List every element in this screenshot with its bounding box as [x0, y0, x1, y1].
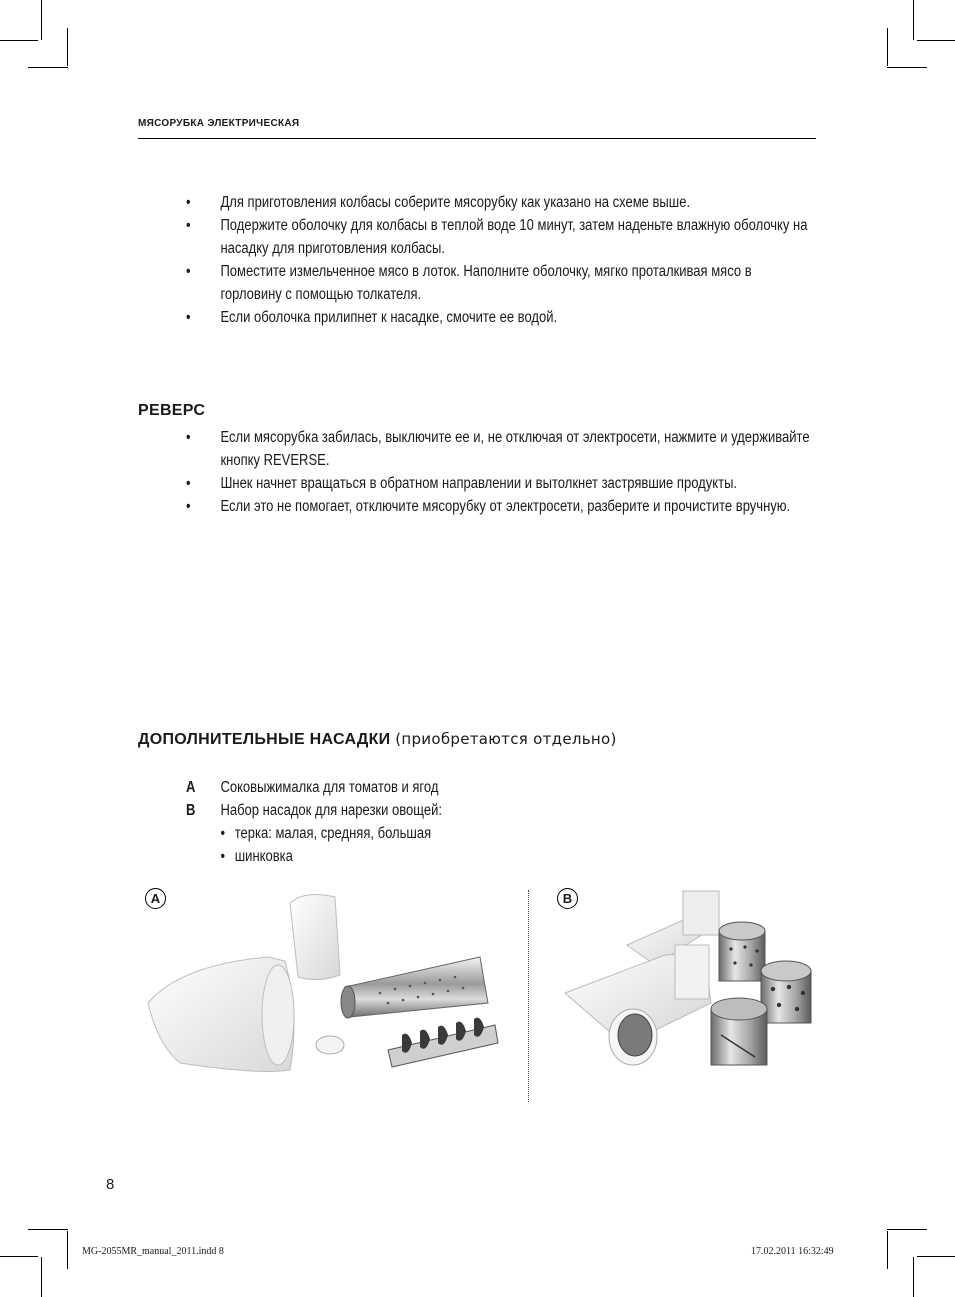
- list-item: • Подержите оболочку для колбасы в теплой воде 10 минут, затем наденьте влажную оболочку на насадку для приготовления колбасы.: [186, 217, 808, 257]
- accessories-subtitle: (приобретаются отдельно): [395, 730, 617, 748]
- list-item: • Если это не помогает, отключите мясорубку от электросети, разберите и прочистите вручную.: [186, 498, 791, 515]
- crop-mark: [41, 0, 42, 40]
- accessory-item-b: B Набор насадок для нарезки овощей: • терка: малая, средняя, большая • шинковка: [186, 799, 812, 868]
- reverse-instructions-list: [186, 426, 812, 518]
- figure-divider: [528, 890, 529, 1102]
- list-item: • Шнек начнет вращаться в обратном направлении и вытолкнет застрявшие продукты.: [186, 475, 738, 492]
- crop-mark: [28, 1229, 68, 1230]
- figure-a-label: A: [145, 888, 166, 909]
- crop-mark: [913, 0, 914, 40]
- crop-mark: [887, 28, 888, 66]
- accessories-title: ДОПОЛНИТЕЛЬНЫЕ НАСАДКИ: [138, 731, 391, 748]
- date-slug: 17.02.2011 16:32:49: [751, 1246, 834, 1257]
- accessory-b-sublist: [220, 822, 811, 868]
- sausage-instructions-list: [186, 191, 812, 329]
- list-item: • шинковка: [220, 848, 293, 865]
- crop-mark: [917, 1256, 955, 1257]
- crop-mark: [0, 40, 38, 41]
- list-item: • Если оболочка прилипнет к насадке, смочите ее водой.: [186, 309, 558, 326]
- list-item: • Поместите измельченное мясо в лоток. Наполните оболочку, мягко проталкивая мясо в горловину с помощью толкателя.: [186, 263, 752, 303]
- crop-mark: [887, 1231, 888, 1269]
- file-slug: MG-2055MR_manual_2011.indd 8: [82, 1246, 224, 1257]
- juicer-attachment-image: [140, 885, 520, 1100]
- header-rule: [138, 138, 816, 139]
- list-item: • Для приготовления колбасы соберите мясорубку как указано на схеме выше.: [186, 194, 691, 211]
- list-item: • Если мясорубка забилась, выключите ее и, не отключая от электросети, нажмите и удерживайте кнопку REVERSE.: [186, 429, 810, 469]
- list-item: • терка: малая, средняя, большая: [220, 825, 432, 842]
- slicer-shredder-set-image: [555, 885, 825, 1100]
- crop-mark: [28, 67, 68, 68]
- crop-mark: [67, 28, 68, 66]
- accessories-list: [186, 776, 812, 868]
- figure-b-label: B: [557, 888, 578, 909]
- page-number: 8: [106, 1176, 115, 1193]
- crop-mark: [917, 40, 955, 41]
- reverse-section-title: РЕВЕРС: [138, 402, 206, 419]
- crop-mark: [913, 1257, 914, 1297]
- running-header: МЯСОРУБКА ЭЛЕКТРИЧЕСКАЯ: [138, 118, 300, 129]
- crop-mark: [0, 1256, 38, 1257]
- crop-mark: [887, 67, 927, 68]
- accessory-item-a: A Соковыжималка для томатов и ягод: [186, 779, 439, 796]
- crop-mark: [887, 1229, 927, 1230]
- accessories-section-title: [138, 730, 617, 749]
- crop-mark: [67, 1231, 68, 1269]
- crop-mark: [41, 1257, 42, 1297]
